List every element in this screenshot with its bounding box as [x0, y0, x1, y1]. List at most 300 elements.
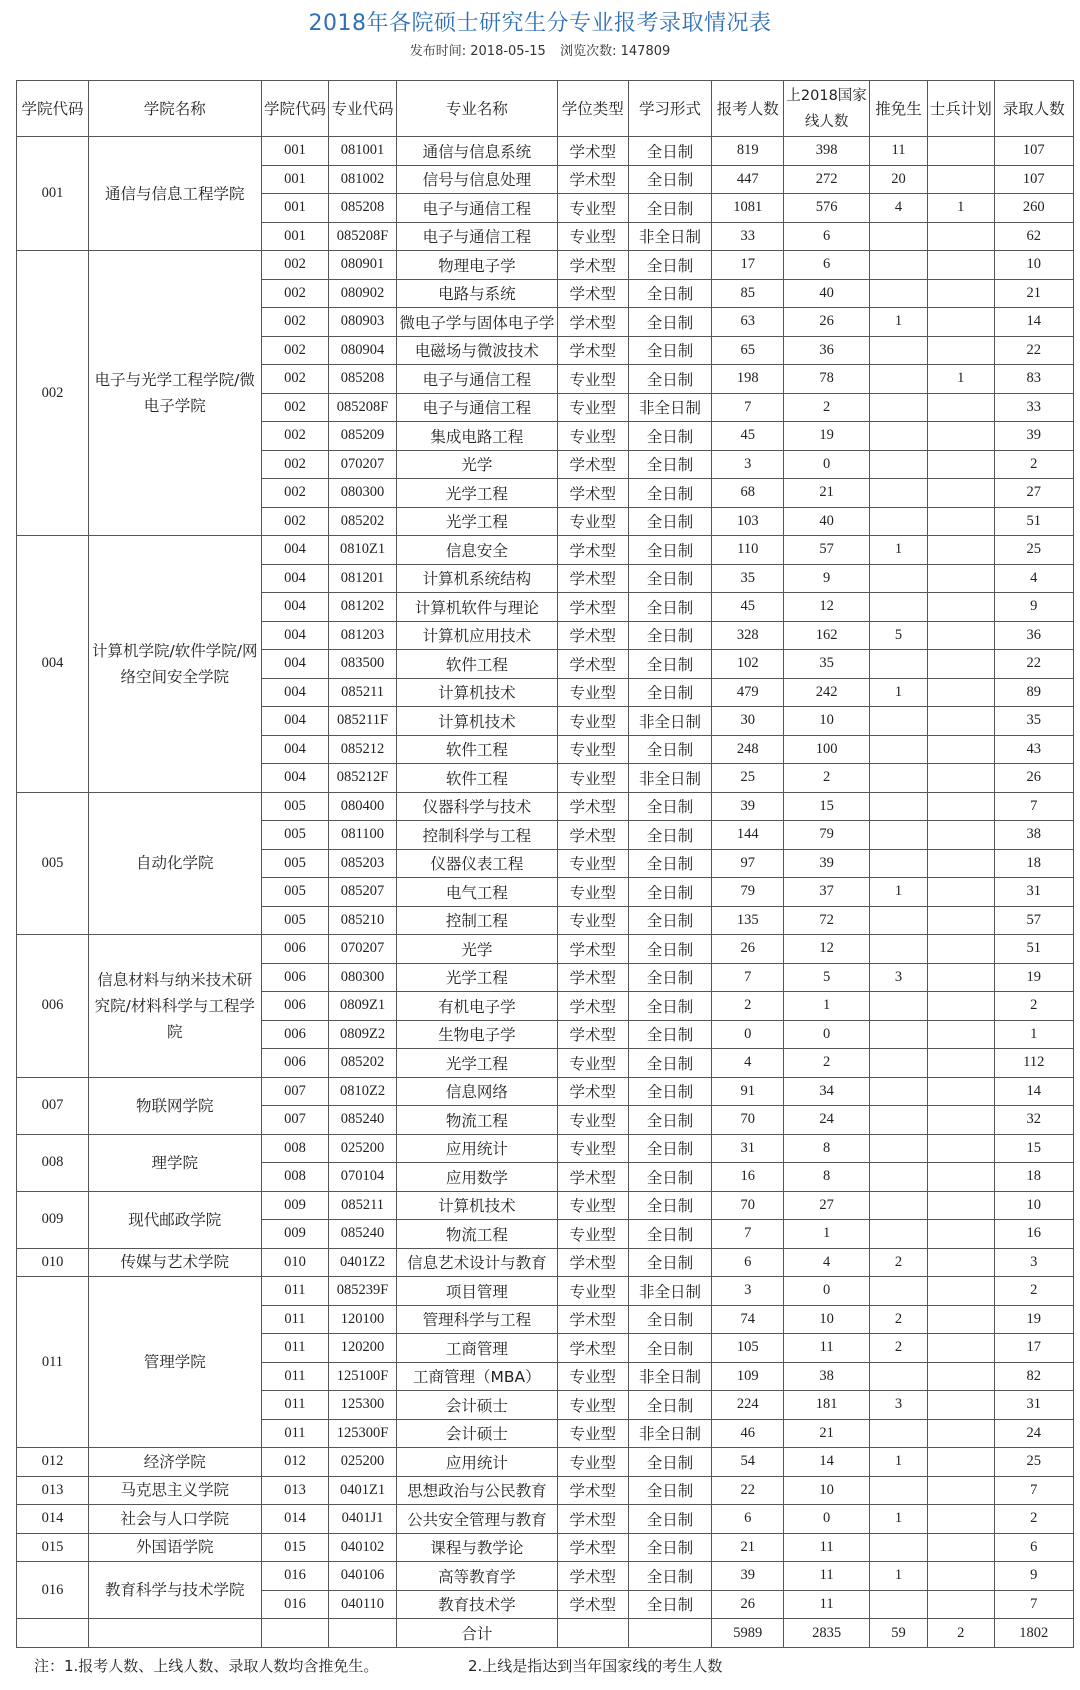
admitted-cell: 39 — [994, 422, 1074, 451]
major-name-cell: 应用统计 — [396, 1448, 557, 1477]
total-recommended: 59 — [870, 1619, 928, 1648]
study-mode-cell: 全日制 — [628, 507, 712, 536]
applicants-cell: 21 — [712, 1533, 784, 1562]
above-line-cell: 0 — [784, 450, 870, 479]
applicants-cell: 97 — [712, 849, 784, 878]
soldier-plan-cell — [927, 992, 994, 1021]
major-code-cell: 085212F — [329, 764, 397, 793]
college-name-cell: 管理学院 — [88, 1277, 261, 1448]
row-college-code-cell: 002 — [261, 365, 329, 394]
recommended-cell: 3 — [870, 1391, 928, 1420]
major-code-cell: 125300F — [329, 1419, 397, 1448]
soldier-plan-cell — [927, 393, 994, 422]
recommended-cell — [870, 1049, 928, 1078]
applicants-cell: 447 — [712, 165, 784, 194]
major-code-cell: 085211F — [329, 707, 397, 736]
above-line-cell: 27 — [784, 1191, 870, 1220]
major-code-cell: 080903 — [329, 308, 397, 337]
above-line-cell: 34 — [784, 1077, 870, 1106]
degree-type-cell: 学术型 — [557, 1077, 628, 1106]
admitted-cell: 26 — [994, 764, 1074, 793]
major-name-cell: 工商管理（MBA） — [396, 1362, 557, 1391]
admission-table — [16, 80, 1074, 1648]
row-college-code-cell: 011 — [261, 1391, 329, 1420]
above-line-cell: 37 — [784, 878, 870, 907]
above-line-cell: 6 — [784, 251, 870, 280]
degree-type-cell: 学术型 — [557, 821, 628, 850]
major-code-cell: 0401Z2 — [329, 1248, 397, 1277]
soldier-plan-cell — [927, 935, 994, 964]
above-line-cell: 1 — [784, 992, 870, 1021]
study-mode-cell: 全日制 — [628, 1106, 712, 1135]
above-line-cell: 0 — [784, 1020, 870, 1049]
major-name-cell: 物理电子学 — [396, 251, 557, 280]
recommended-cell: 20 — [870, 165, 928, 194]
degree-type-cell: 学术型 — [557, 992, 628, 1021]
major-name-cell: 电气工程 — [396, 878, 557, 907]
above-line-cell: 11 — [784, 1533, 870, 1562]
major-name-cell: 有机电子学 — [396, 992, 557, 1021]
college-code-cell: 004 — [17, 536, 89, 793]
above-line-cell: 4 — [784, 1248, 870, 1277]
major-name-cell: 计算机应用技术 — [396, 621, 557, 650]
soldier-plan-cell — [927, 222, 994, 251]
soldier-plan-cell — [927, 878, 994, 907]
admitted-cell: 25 — [994, 536, 1074, 565]
recommended-cell — [870, 821, 928, 850]
major-name-cell: 光学工程 — [396, 963, 557, 992]
applicants-cell: 224 — [712, 1391, 784, 1420]
row-college-code-cell: 002 — [261, 251, 329, 280]
degree-type-cell: 专业型 — [557, 1220, 628, 1249]
admitted-cell: 38 — [994, 821, 1074, 850]
degree-type-cell: 专业型 — [557, 1191, 628, 1220]
study-mode-cell: 全日制 — [628, 1163, 712, 1192]
study-mode-cell: 非全日制 — [628, 222, 712, 251]
degree-type-cell: 学术型 — [557, 1248, 628, 1277]
major-name-cell: 光学工程 — [396, 479, 557, 508]
soldier-plan-cell: 1 — [927, 194, 994, 223]
publish-label: 发布时间: — [409, 44, 467, 59]
applicants-cell: 31 — [712, 1134, 784, 1163]
above-line-cell: 162 — [784, 621, 870, 650]
college-name-cell: 现代邮政学院 — [88, 1191, 261, 1248]
above-line-cell: 10 — [784, 1476, 870, 1505]
row-college-code-cell: 012 — [261, 1448, 329, 1477]
recommended-cell — [870, 336, 928, 365]
major-name-cell: 电路与系统 — [396, 279, 557, 308]
soldier-plan-cell — [927, 336, 994, 365]
soldier-plan-cell — [927, 1562, 994, 1591]
study-mode-cell: 全日制 — [628, 878, 712, 907]
soldier-plan-cell — [927, 536, 994, 565]
major-name-cell: 电子与通信工程 — [396, 194, 557, 223]
major-name-cell: 仪器科学与技术 — [396, 792, 557, 821]
college-code-cell: 010 — [17, 1248, 89, 1277]
soldier-plan-cell — [927, 1590, 994, 1619]
college-code-cell: 015 — [17, 1533, 89, 1562]
degree-type-cell: 学术型 — [557, 450, 628, 479]
degree-type-cell: 学术型 — [557, 1562, 628, 1591]
major-code-cell: 080300 — [329, 963, 397, 992]
applicants-cell: 3 — [712, 450, 784, 479]
study-mode-cell: 全日制 — [628, 621, 712, 650]
major-code-cell: 040102 — [329, 1533, 397, 1562]
admitted-cell: 1 — [994, 1020, 1074, 1049]
row-college-code-cell: 001 — [261, 165, 329, 194]
study-mode-cell: 全日制 — [628, 821, 712, 850]
row-college-code-cell: 004 — [261, 621, 329, 650]
degree-type-cell: 学术型 — [557, 1163, 628, 1192]
header-college-code-2: 学院代码 — [261, 81, 329, 137]
row-college-code-cell: 006 — [261, 935, 329, 964]
major-name-cell: 光学工程 — [396, 1049, 557, 1078]
major-code-cell: 085211 — [329, 678, 397, 707]
recommended-cell — [870, 764, 928, 793]
study-mode-cell: 全日制 — [628, 165, 712, 194]
applicants-cell: 70 — [712, 1106, 784, 1135]
study-mode-cell: 非全日制 — [628, 1362, 712, 1391]
college-code-cell: 016 — [17, 1562, 89, 1619]
major-name-cell: 软件工程 — [396, 650, 557, 679]
study-mode-cell: 全日制 — [628, 336, 712, 365]
admitted-cell: 7 — [994, 1590, 1074, 1619]
row-college-code-cell: 004 — [261, 650, 329, 679]
study-mode-cell: 全日制 — [628, 1448, 712, 1477]
recommended-cell — [870, 1020, 928, 1049]
applicants-cell: 30 — [712, 707, 784, 736]
row-college-code-cell: 005 — [261, 878, 329, 907]
admitted-cell: 33 — [994, 393, 1074, 422]
row-college-code-cell: 006 — [261, 963, 329, 992]
recommended-cell: 1 — [870, 1505, 928, 1534]
admitted-cell: 9 — [994, 1562, 1074, 1591]
applicants-cell: 198 — [712, 365, 784, 394]
applicants-cell: 7 — [712, 1220, 784, 1249]
major-name-cell: 通信与信息系统 — [396, 137, 557, 166]
major-code-cell: 085208F — [329, 393, 397, 422]
major-code-cell: 085210 — [329, 906, 397, 935]
college-code-cell: 014 — [17, 1505, 89, 1534]
major-code-cell: 0810Z2 — [329, 1077, 397, 1106]
table-row — [17, 1448, 1074, 1477]
applicants-cell: 328 — [712, 621, 784, 650]
table-row — [17, 1248, 1074, 1277]
applicants-cell: 17 — [712, 251, 784, 280]
major-code-cell: 085202 — [329, 1049, 397, 1078]
row-college-code-cell: 004 — [261, 707, 329, 736]
table-row — [17, 1277, 1074, 1306]
soldier-plan-cell — [927, 1533, 994, 1562]
row-college-code-cell: 011 — [261, 1334, 329, 1363]
admitted-cell: 9 — [994, 593, 1074, 622]
college-name-cell: 计算机学院/软件学院/网络空间安全学院 — [88, 536, 261, 793]
table-row — [17, 1191, 1074, 1220]
study-mode-cell: 非全日制 — [628, 707, 712, 736]
header-applicants: 报考人数 — [712, 81, 784, 137]
college-code-cell: 011 — [17, 1277, 89, 1448]
row-college-code-cell: 006 — [261, 1020, 329, 1049]
admitted-cell: 83 — [994, 365, 1074, 394]
major-code-cell: 085203 — [329, 849, 397, 878]
college-code-cell: 005 — [17, 792, 89, 935]
admitted-cell: 260 — [994, 194, 1074, 223]
table-header-row — [17, 81, 1074, 137]
row-college-code-cell: 011 — [261, 1305, 329, 1334]
table-row — [17, 1134, 1074, 1163]
above-line-cell: 36 — [784, 336, 870, 365]
publish-date: 2018-05-15 — [470, 44, 546, 59]
recommended-cell: 5 — [870, 621, 928, 650]
degree-type-cell: 学术型 — [557, 564, 628, 593]
major-name-cell: 计算机技术 — [396, 707, 557, 736]
row-college-code-cell: 005 — [261, 792, 329, 821]
recommended-cell — [870, 792, 928, 821]
applicants-cell: 144 — [712, 821, 784, 850]
applicants-cell: 135 — [712, 906, 784, 935]
major-code-cell: 085208F — [329, 222, 397, 251]
degree-type-cell: 学术型 — [557, 963, 628, 992]
degree-type-cell: 学术型 — [557, 1590, 628, 1619]
study-mode-cell: 全日制 — [628, 678, 712, 707]
table-row — [17, 935, 1074, 964]
admitted-cell: 24 — [994, 1419, 1074, 1448]
above-line-cell: 79 — [784, 821, 870, 850]
admitted-cell: 2 — [994, 1505, 1074, 1534]
degree-type-cell: 学术型 — [557, 336, 628, 365]
above-line-cell: 272 — [784, 165, 870, 194]
degree-type-cell: 学术型 — [557, 137, 628, 166]
recommended-cell — [870, 992, 928, 1021]
admitted-cell: 17 — [994, 1334, 1074, 1363]
header-college-code: 学院代码 — [17, 81, 89, 137]
study-mode-cell: 全日制 — [628, 1305, 712, 1334]
total-admitted: 1802 — [994, 1619, 1074, 1648]
above-line-cell: 181 — [784, 1391, 870, 1420]
applicants-cell: 26 — [712, 1590, 784, 1619]
college-name-cell: 自动化学院 — [88, 792, 261, 935]
admitted-cell: 57 — [994, 906, 1074, 935]
study-mode-cell: 全日制 — [628, 564, 712, 593]
recommended-cell — [870, 564, 928, 593]
admitted-cell: 10 — [994, 1191, 1074, 1220]
major-code-cell: 070207 — [329, 935, 397, 964]
recommended-cell — [870, 1134, 928, 1163]
degree-type-cell: 专业型 — [557, 194, 628, 223]
major-name-cell: 课程与教学论 — [396, 1533, 557, 1562]
major-code-cell: 070104 — [329, 1163, 397, 1192]
soldier-plan-cell — [927, 906, 994, 935]
footnote-2: 2.上线是指达到当年国家线的考生人数 — [468, 1657, 723, 1675]
degree-type-cell: 学术型 — [557, 479, 628, 508]
soldier-plan-cell — [927, 479, 994, 508]
degree-type-cell: 专业型 — [557, 1391, 628, 1420]
admitted-cell: 82 — [994, 1362, 1074, 1391]
study-mode-cell: 全日制 — [628, 1533, 712, 1562]
college-name-cell: 马克思主义学院 — [88, 1476, 261, 1505]
recommended-cell — [870, 365, 928, 394]
major-code-cell: 040110 — [329, 1590, 397, 1619]
soldier-plan-cell — [927, 137, 994, 166]
major-name-cell: 计算机技术 — [396, 678, 557, 707]
degree-type-cell: 学术型 — [557, 308, 628, 337]
header-study-mode: 学习形式 — [628, 81, 712, 137]
applicants-cell: 2 — [712, 992, 784, 1021]
college-name-cell: 经济学院 — [88, 1448, 261, 1477]
table-row — [17, 1533, 1074, 1562]
applicants-cell: 479 — [712, 678, 784, 707]
above-line-cell: 24 — [784, 1106, 870, 1135]
study-mode-cell: 全日制 — [628, 1562, 712, 1591]
major-name-cell: 项目管理 — [396, 1277, 557, 1306]
admitted-cell: 14 — [994, 308, 1074, 337]
study-mode-cell: 全日制 — [628, 1077, 712, 1106]
admitted-cell: 107 — [994, 165, 1074, 194]
above-line-cell: 15 — [784, 792, 870, 821]
above-line-cell: 8 — [784, 1163, 870, 1192]
study-mode-cell: 全日制 — [628, 906, 712, 935]
soldier-plan-cell — [927, 678, 994, 707]
major-code-cell: 0809Z1 — [329, 992, 397, 1021]
major-code-cell: 0401J1 — [329, 1505, 397, 1534]
recommended-cell — [870, 906, 928, 935]
applicants-cell: 16 — [712, 1163, 784, 1192]
above-line-cell: 12 — [784, 593, 870, 622]
applicants-cell: 91 — [712, 1077, 784, 1106]
recommended-cell — [870, 650, 928, 679]
major-name-cell: 应用数学 — [396, 1163, 557, 1192]
admitted-cell: 10 — [994, 251, 1074, 280]
applicants-cell: 68 — [712, 479, 784, 508]
total-blank-4 — [329, 1619, 397, 1648]
recommended-cell — [870, 1590, 928, 1619]
recommended-cell — [870, 279, 928, 308]
major-name-cell: 会计硕士 — [396, 1419, 557, 1448]
applicants-cell: 248 — [712, 735, 784, 764]
major-name-cell: 电磁场与微波技术 — [396, 336, 557, 365]
above-line-cell: 10 — [784, 707, 870, 736]
recommended-cell — [870, 251, 928, 280]
above-line-cell: 398 — [784, 137, 870, 166]
major-name-cell: 工商管理 — [396, 1334, 557, 1363]
degree-type-cell: 专业型 — [557, 507, 628, 536]
major-code-cell: 080904 — [329, 336, 397, 365]
major-name-cell: 信息安全 — [396, 536, 557, 565]
recommended-cell — [870, 1191, 928, 1220]
recommended-cell: 11 — [870, 137, 928, 166]
row-college-code-cell: 008 — [261, 1134, 329, 1163]
page-title: 2018年各院硕士研究生分专业报考录取情况表 — [308, 11, 772, 36]
major-code-cell: 085211 — [329, 1191, 397, 1220]
soldier-plan-cell — [927, 1305, 994, 1334]
study-mode-cell: 全日制 — [628, 365, 712, 394]
degree-type-cell: 学术型 — [557, 935, 628, 964]
recommended-cell: 1 — [870, 536, 928, 565]
header-admitted: 录取人数 — [994, 81, 1074, 137]
row-college-code-cell: 013 — [261, 1476, 329, 1505]
study-mode-cell: 全日制 — [628, 1020, 712, 1049]
row-college-code-cell: 005 — [261, 906, 329, 935]
college-code-cell: 013 — [17, 1476, 89, 1505]
soldier-plan-cell — [927, 849, 994, 878]
recommended-cell: 1 — [870, 308, 928, 337]
major-code-cell: 081203 — [329, 621, 397, 650]
applicants-cell: 105 — [712, 1334, 784, 1363]
major-code-cell: 085212 — [329, 735, 397, 764]
above-line-cell: 2 — [784, 393, 870, 422]
admitted-cell: 107 — [994, 137, 1074, 166]
applicants-cell: 6 — [712, 1505, 784, 1534]
soldier-plan-cell — [927, 450, 994, 479]
major-code-cell: 081201 — [329, 564, 397, 593]
row-college-code-cell: 002 — [261, 479, 329, 508]
row-college-code-cell: 004 — [261, 764, 329, 793]
row-college-code-cell: 004 — [261, 593, 329, 622]
study-mode-cell: 非全日制 — [628, 393, 712, 422]
applicants-cell: 79 — [712, 878, 784, 907]
recommended-cell: 1 — [870, 878, 928, 907]
above-line-cell: 12 — [784, 935, 870, 964]
recommended-cell — [870, 1476, 928, 1505]
study-mode-cell: 全日制 — [628, 1049, 712, 1078]
row-college-code-cell: 014 — [261, 1505, 329, 1534]
recommended-cell — [870, 1163, 928, 1192]
major-name-cell: 信息艺术设计与教育 — [396, 1248, 557, 1277]
table-row — [17, 1077, 1074, 1106]
row-college-code-cell: 006 — [261, 992, 329, 1021]
degree-type-cell: 学术型 — [557, 165, 628, 194]
above-line-cell: 26 — [784, 308, 870, 337]
above-line-cell: 242 — [784, 678, 870, 707]
major-name-cell: 会计硕士 — [396, 1391, 557, 1420]
study-mode-cell: 全日制 — [628, 1590, 712, 1619]
row-college-code-cell: 002 — [261, 308, 329, 337]
major-code-cell: 0810Z1 — [329, 536, 397, 565]
applicants-cell: 109 — [712, 1362, 784, 1391]
major-code-cell: 120100 — [329, 1305, 397, 1334]
soldier-plan-cell — [927, 1020, 994, 1049]
major-code-cell: 080901 — [329, 251, 397, 280]
above-line-cell: 40 — [784, 279, 870, 308]
study-mode-cell: 全日制 — [628, 650, 712, 679]
college-name-cell: 理学院 — [88, 1134, 261, 1191]
table-row — [17, 536, 1074, 565]
above-line-cell: 9 — [784, 564, 870, 593]
views-label: 浏览次数: — [560, 44, 617, 59]
degree-type-cell: 学术型 — [557, 536, 628, 565]
above-line-cell: 576 — [784, 194, 870, 223]
table-row — [17, 792, 1074, 821]
degree-type-cell: 专业型 — [557, 393, 628, 422]
admitted-cell: 2 — [994, 1277, 1074, 1306]
study-mode-cell: 全日制 — [628, 308, 712, 337]
recommended-cell: 1 — [870, 1562, 928, 1591]
total-applicants: 5989 — [712, 1619, 784, 1648]
above-line-cell: 11 — [784, 1590, 870, 1619]
applicants-cell: 102 — [712, 650, 784, 679]
applicants-cell: 39 — [712, 1562, 784, 1591]
major-code-cell: 085240 — [329, 1106, 397, 1135]
major-name-cell: 计算机系统结构 — [396, 564, 557, 593]
major-code-cell: 085208 — [329, 194, 397, 223]
above-line-cell: 2 — [784, 764, 870, 793]
degree-type-cell: 专业型 — [557, 1362, 628, 1391]
degree-type-cell: 学术型 — [557, 792, 628, 821]
applicants-cell: 0 — [712, 1020, 784, 1049]
study-mode-cell: 全日制 — [628, 450, 712, 479]
recommended-cell — [870, 1362, 928, 1391]
soldier-plan-cell — [927, 735, 994, 764]
